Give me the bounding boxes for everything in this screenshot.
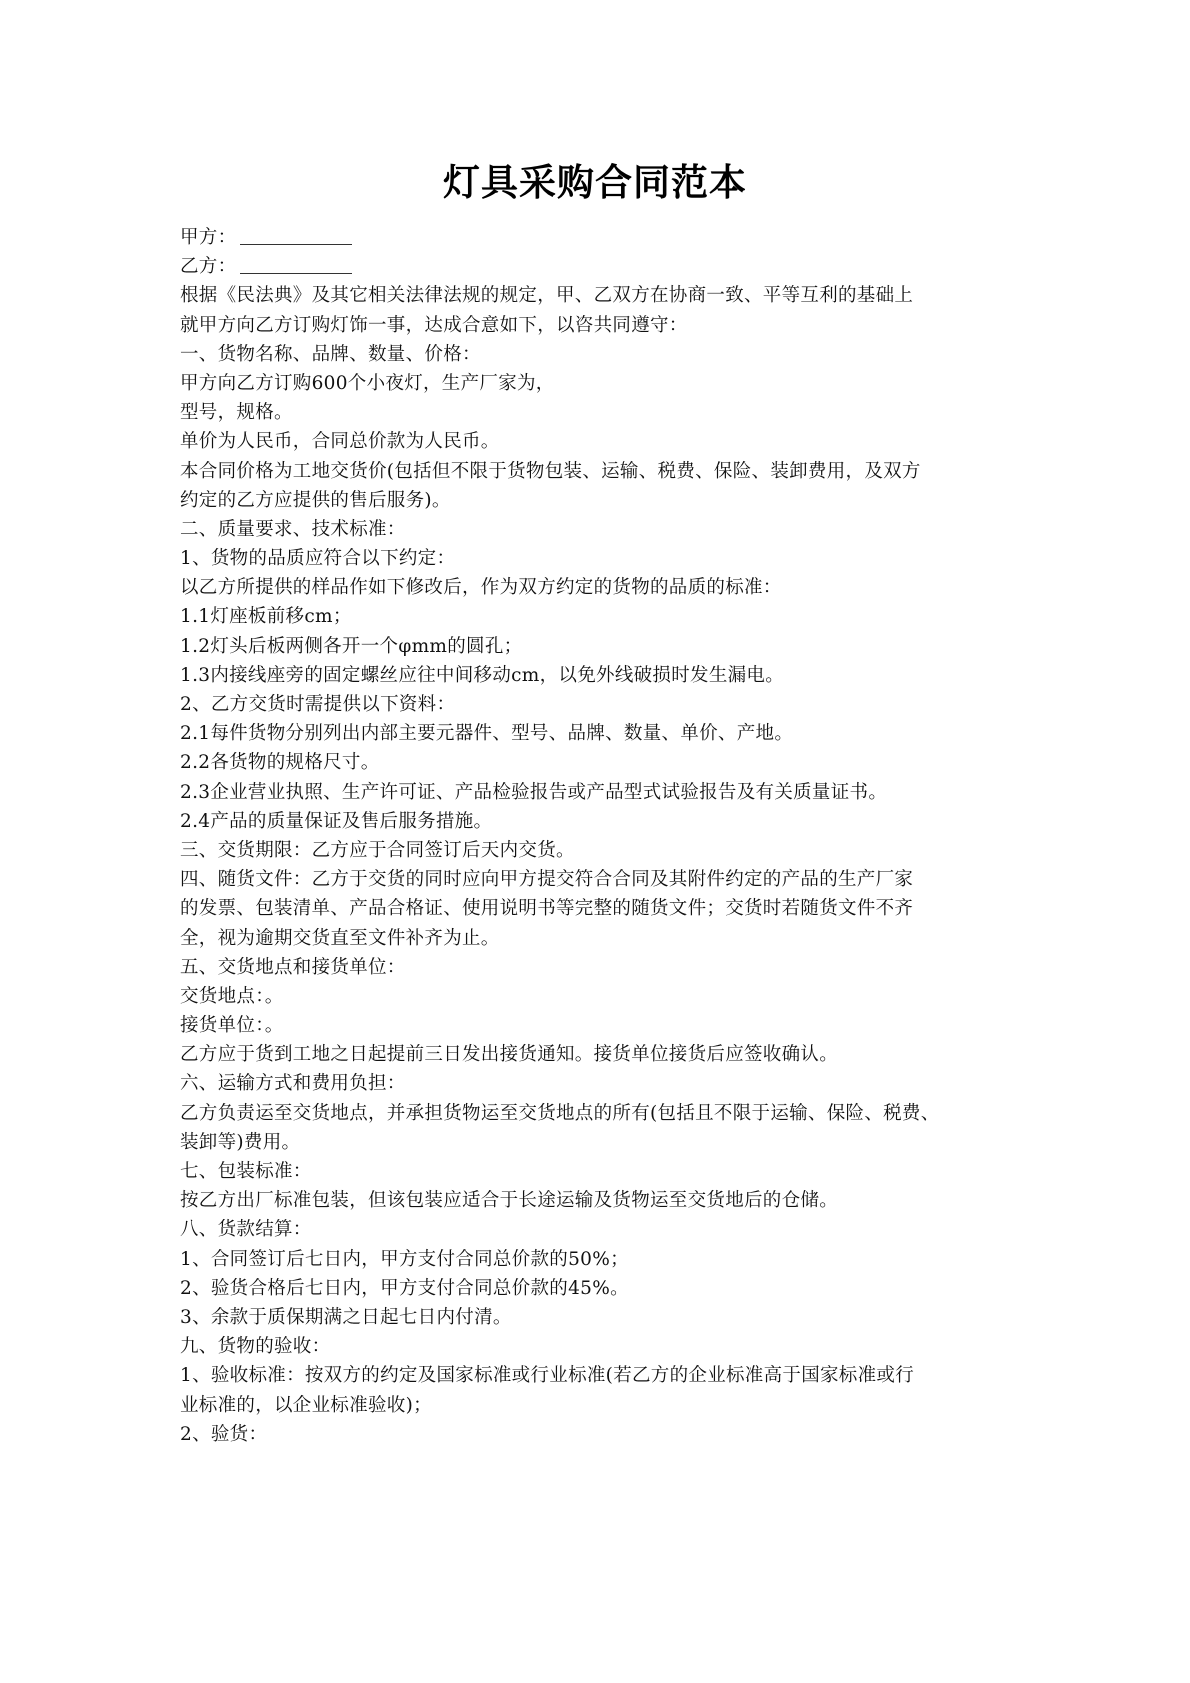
clause-line: 1.2灯头后板两侧各开一个φmm的圆孔； xyxy=(180,635,523,657)
party-b-line xyxy=(180,252,1040,281)
party-a-blank-field[interactable] xyxy=(240,226,352,245)
clause-line: 2.3企业营业执照、生产许可证、产品检验报告或产品型式试验报告及有关质量证书。 xyxy=(180,781,888,803)
section-heading: 八、货款结算： xyxy=(180,1219,312,1241)
document-title: 灯具采购合同范本 xyxy=(443,161,747,204)
clause-line: 2、验货合格后七日内，甲方支付合同总价款的45%。 xyxy=(180,1277,629,1299)
paragraph-line: 型号，规格。 xyxy=(180,402,293,424)
paragraph-line: 本合同价格为工地交货价(包括但不限于货物包装、运输、税费、保险、装卸费用，及双方 xyxy=(180,460,921,482)
clause-line: 1、合同签订后七日内，甲方支付合同总价款的50%； xyxy=(180,1248,629,1270)
section-heading: 一、货物名称、品牌、数量、价格： xyxy=(180,343,481,365)
party-a-label: 甲方： xyxy=(180,227,237,248)
party-b-label: 乙方： xyxy=(180,256,237,278)
section-heading: 五、交货地点和接货单位： xyxy=(180,956,406,978)
clause-line: 2.4产品的质量保证及售后服务措施。 xyxy=(180,810,493,832)
section-heading: 六、运输方式和费用负担： xyxy=(180,1073,406,1095)
paragraph-line: 的发票、包装清单、产品合格证、使用说明书等完整的随货文件；交货时若随货文件不齐 xyxy=(180,898,914,920)
paragraph-line: 按乙方出厂标准包装，但该包装应适合于长途运输及货物运至交货地后的仓储。 xyxy=(180,1190,839,1212)
clause-line: 1、货物的品质应符合以下约定： xyxy=(180,548,456,570)
section-heading: 二、质量要求、技术标准： xyxy=(180,518,406,540)
section-heading: 四、随货文件：乙方于交货的同时应向甲方提交符合合同及其附件约定的产品的生产厂家 xyxy=(180,869,914,891)
clause-line: 1.1灯座板前移cm； xyxy=(180,606,352,628)
paragraph-line: 根据《民法典》及其它相关法律法规的规定，甲、乙双方在协商一致、平等互利的基础上 xyxy=(180,285,914,307)
clause-line: 2.2各货物的规格尺寸。 xyxy=(180,752,380,774)
section-heading: 三、交货期限：乙方应于合同签订后天内交货。 xyxy=(180,839,575,861)
paragraph-line: 装卸等)费用。 xyxy=(180,1131,301,1153)
paragraph-line: 约定的乙方应提供的售后服务)。 xyxy=(180,489,451,511)
paragraph-line: 就甲方向乙方订购灯饰一事，达成合意如下，以咨共同遵守： xyxy=(180,314,688,336)
paragraph-line: 乙方应于货到工地之日起提前三日发出接货通知。接货单位接货后应签收确认。 xyxy=(180,1044,839,1066)
paragraph-line: 接货单位：。 xyxy=(180,1015,284,1037)
paragraph-line: 单价为人民币，合同总价款为人民币。 xyxy=(180,431,500,453)
clause-line: 2.1每件货物分别列出内部主要元器件、型号、品牌、数量、单价、产地。 xyxy=(180,723,794,745)
clause-line: 1、验收标准：按双方的约定及国家标准或行业标准(若乙方的企业标准高于国家标准或行 xyxy=(180,1365,914,1387)
clause-line: 1.3内接线座旁的固定螺丝应往中间移动cm，以免外线破损时发生漏电。 xyxy=(180,664,785,686)
clause-line: 2、乙方交货时需提供以下资料： xyxy=(180,694,456,715)
section-heading: 七、包装标准： xyxy=(180,1161,312,1182)
document-body xyxy=(180,223,1040,1449)
paragraph-line: 交货地点：。 xyxy=(180,985,284,1007)
clause-line: 3、余款于质保期满之日起七日内付清。 xyxy=(180,1306,512,1328)
paragraph-line: 乙方负责运至交货地点，并承担货物运至交货地点的所有(包括且不限于运输、保险、税费、 xyxy=(180,1102,940,1124)
party-a-line xyxy=(180,223,1040,252)
clause-line: 业标准的，以企业标准验收)； xyxy=(180,1394,432,1416)
paragraph-line: 全，视为逾期交货直至文件补齐为止。 xyxy=(180,927,500,949)
section-heading: 九、货物的验收： xyxy=(180,1336,331,1358)
party-b-blank-field[interactable] xyxy=(240,255,352,274)
paragraph-line: 甲方向乙方订购600个小夜灯，生产厂家为， xyxy=(180,372,555,394)
paragraph-line: 以乙方所提供的样品作如下修改后，作为双方约定的货物的品质的标准： xyxy=(180,577,782,599)
clause-line: 2、验货： xyxy=(180,1423,268,1445)
